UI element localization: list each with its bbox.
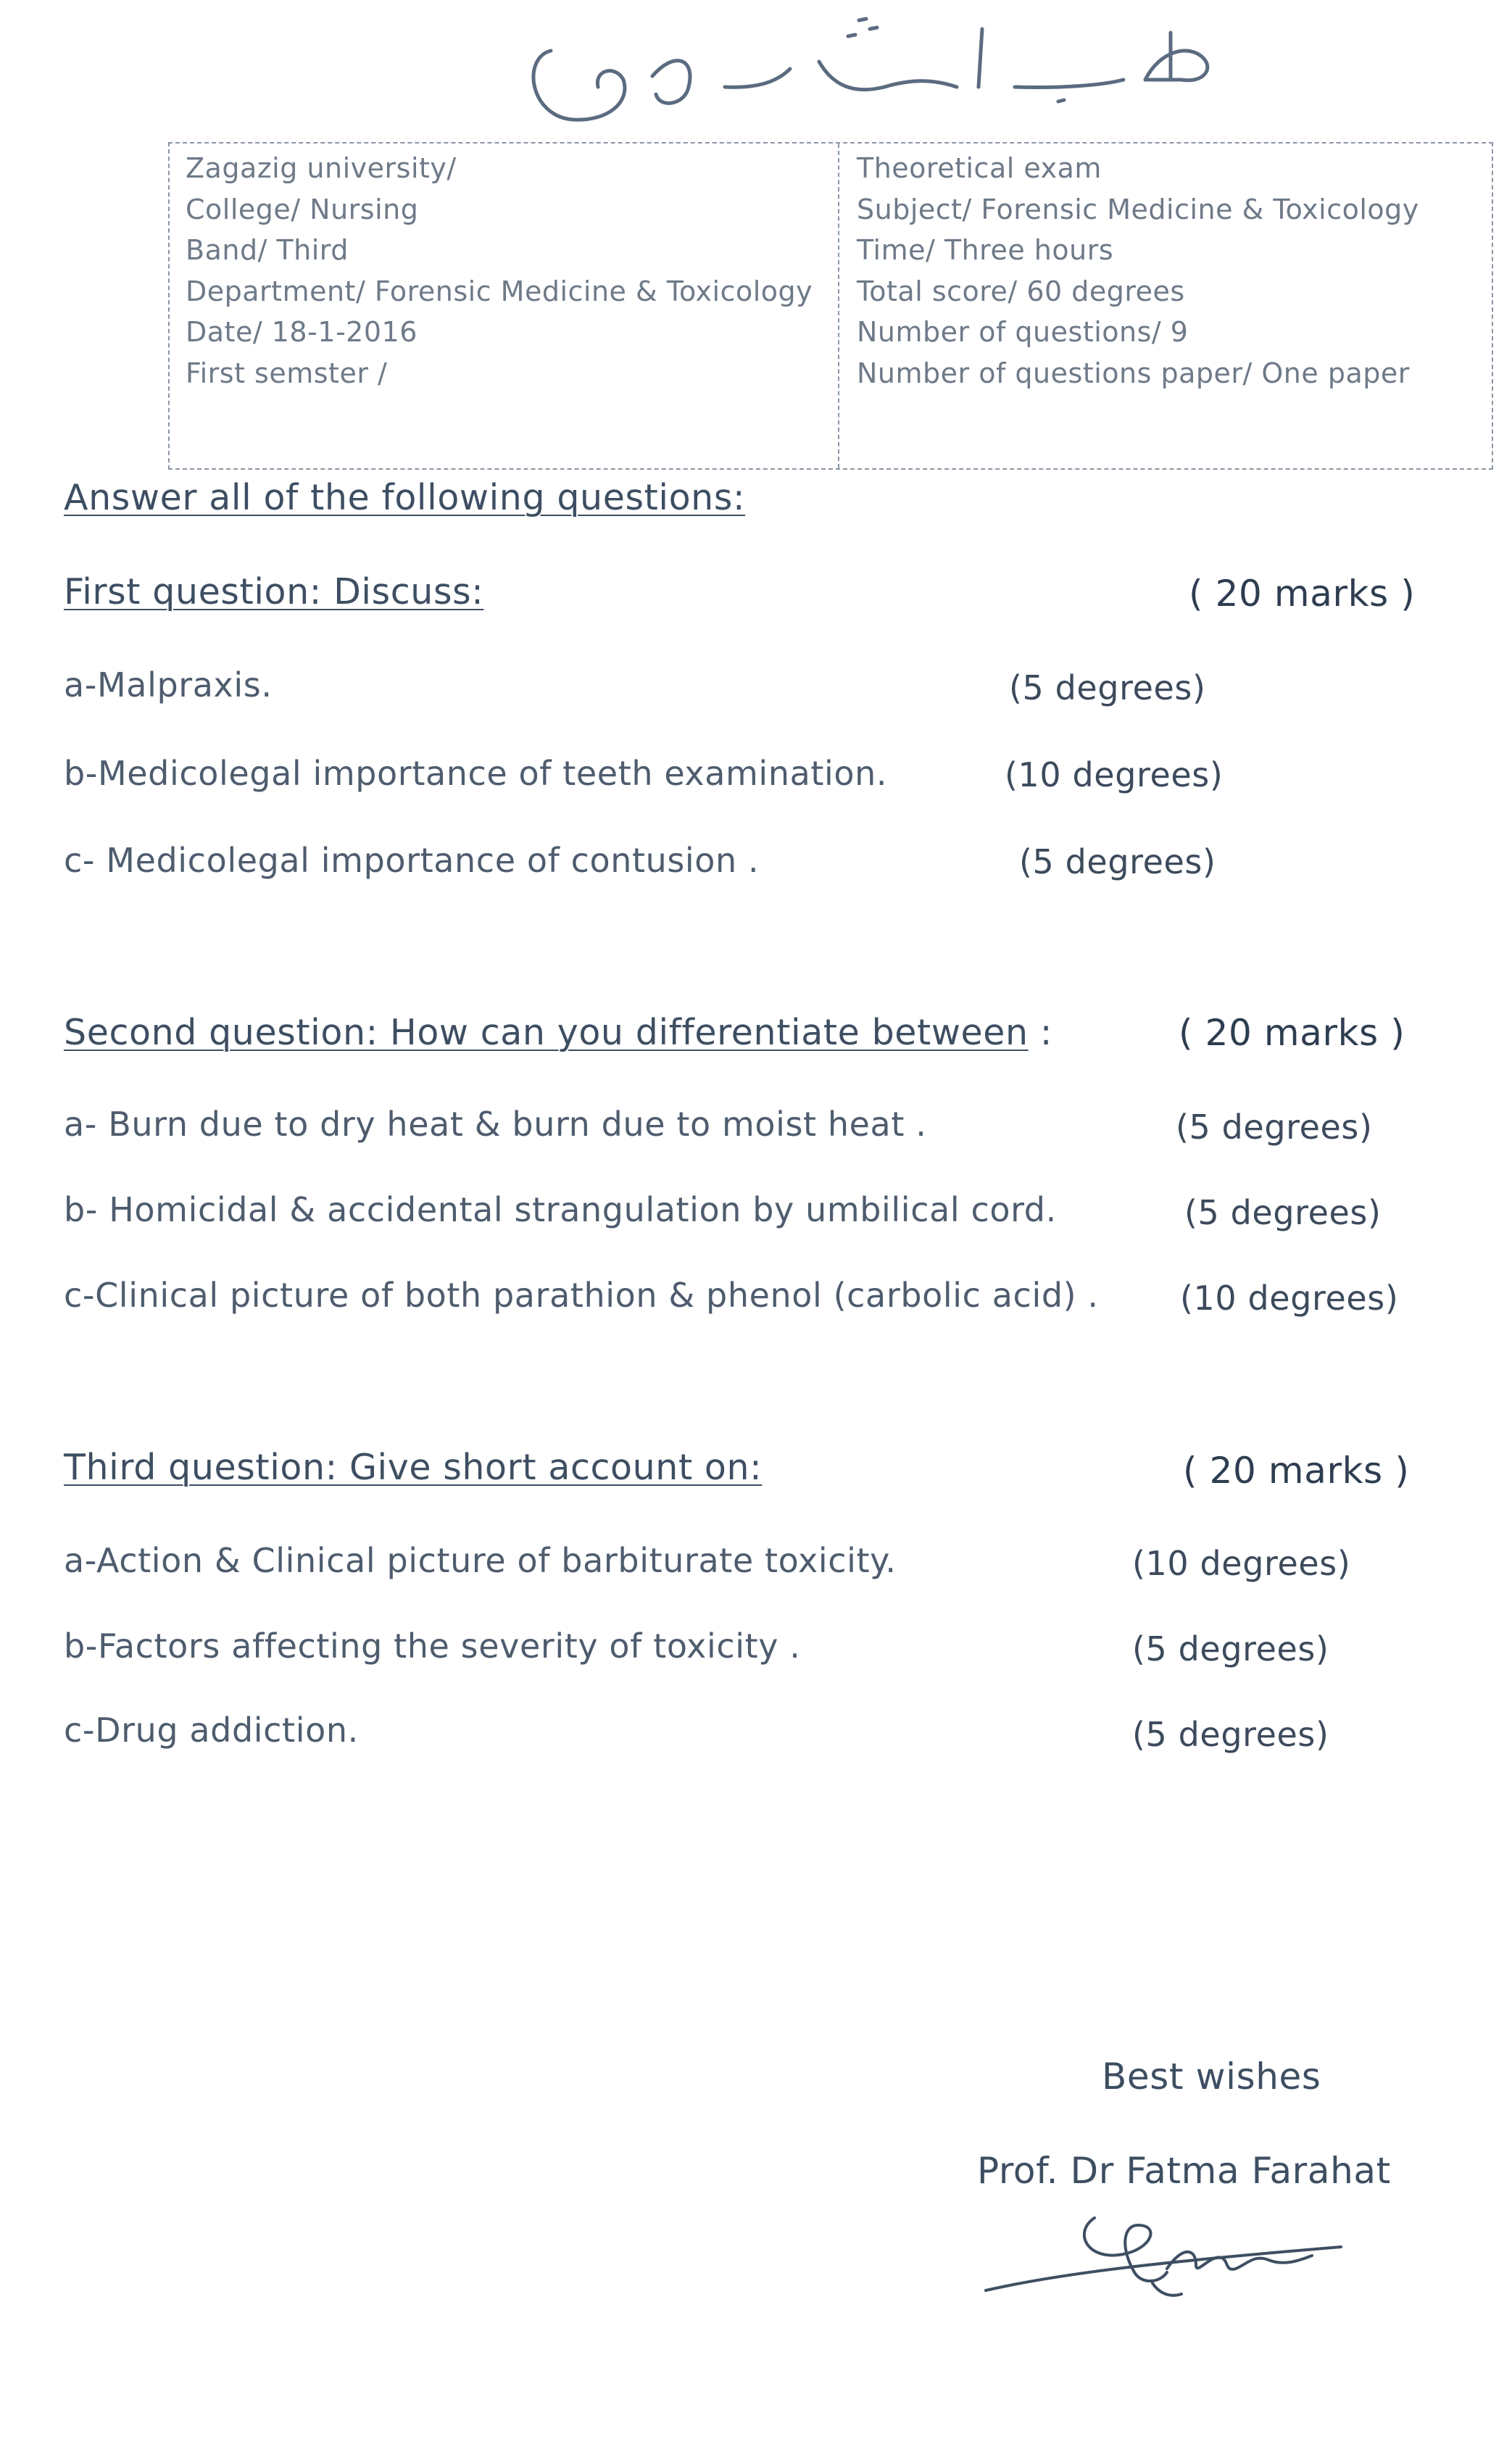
question-1-title: First question: Discuss: bbox=[64, 571, 484, 612]
info-subject: Subject/ Forensic Medicine & Toxicology bbox=[857, 193, 1419, 225]
info-left-column bbox=[186, 148, 813, 394]
question-1-item-c: c- Medicolegal importance of contusion . bbox=[64, 841, 760, 880]
info-semester: First semster / bbox=[186, 357, 388, 389]
question-2-item-c: c-Clinical picture of both parathion & phenol (carbolic acid) . bbox=[64, 1276, 1099, 1315]
question-2-item-b: b- Homicidal & accidental strangulation by umbilical cord. bbox=[64, 1190, 1057, 1229]
question-3-item-b-degrees: (5 degrees) bbox=[1132, 1629, 1329, 1669]
signer-name: Prof. Dr Fatma Farahat bbox=[977, 2150, 1391, 2192]
info-question-count: Number of questions/ 9 bbox=[857, 316, 1189, 348]
question-3-item-b: b-Factors affecting the severity of toxicity . bbox=[64, 1626, 801, 1666]
question-1-item-b-degrees: (10 degrees) bbox=[1005, 755, 1224, 794]
info-exam-type: Theoretical exam bbox=[857, 152, 1102, 184]
question-1-marks: ( 20 marks ) bbox=[1189, 573, 1416, 615]
question-3-item-c-degrees: (5 degrees) bbox=[1132, 1715, 1329, 1754]
question-2-item-a: a- Burn due to dry heat & burn due to moist heat . bbox=[64, 1105, 927, 1144]
question-1-item-c-degrees: (5 degrees) bbox=[1019, 842, 1216, 881]
question-1-item-a-degrees: (5 degrees) bbox=[1009, 668, 1206, 707]
info-college: College/ Nursing bbox=[186, 193, 419, 225]
table-divider bbox=[838, 144, 839, 468]
question-2-item-b-degrees: (5 degrees) bbox=[1184, 1193, 1382, 1232]
question-3-item-a-degrees: (10 degrees) bbox=[1132, 1544, 1351, 1583]
exam-info-table bbox=[168, 142, 1493, 470]
instruction: Answer all of the following questions: bbox=[64, 477, 746, 518]
question-2-heading bbox=[64, 1012, 1052, 1053]
info-band: Band/ Third bbox=[186, 234, 349, 266]
question-1-item-a: a-Malpraxis. bbox=[64, 665, 273, 705]
question-2-marks: ( 20 marks ) bbox=[1179, 1012, 1405, 1054]
info-department: Department/ Forensic Medicine & Toxicology bbox=[186, 275, 813, 307]
question-2-title-colon: : bbox=[1039, 1012, 1052, 1053]
info-right-column bbox=[857, 148, 1419, 394]
info-time: Time/ Three hours bbox=[857, 234, 1114, 266]
handwritten-signature bbox=[979, 2203, 1355, 2305]
question-3-marks: ( 20 marks ) bbox=[1183, 1450, 1410, 1492]
question-1-item-b: b-Medicolegal importance of teeth examination. bbox=[64, 754, 888, 793]
question-2-item-c-degrees: (10 degrees) bbox=[1180, 1279, 1399, 1318]
info-paper-count: Number of questions paper/ One paper bbox=[857, 357, 1410, 389]
question-2-item-a-degrees: (5 degrees) bbox=[1176, 1108, 1373, 1147]
question-2-title: Second question: How can you differentiate between bbox=[64, 1012, 1029, 1053]
handwritten-title-arabic bbox=[507, 7, 1239, 138]
best-wishes: Best wishes bbox=[1102, 2056, 1321, 2098]
info-university: Zagazig university/ bbox=[186, 152, 457, 184]
question-3-item-a: a-Action & Clinical picture of barbiturate toxicity. bbox=[64, 1541, 897, 1580]
question-3-title: Third question: Give short account on: bbox=[64, 1447, 763, 1488]
info-date: Date/ 18-1-2016 bbox=[186, 316, 418, 348]
question-3-item-c: c-Drug addiction. bbox=[64, 1711, 359, 1750]
info-total-score: Total score/ 60 degrees bbox=[857, 275, 1185, 307]
